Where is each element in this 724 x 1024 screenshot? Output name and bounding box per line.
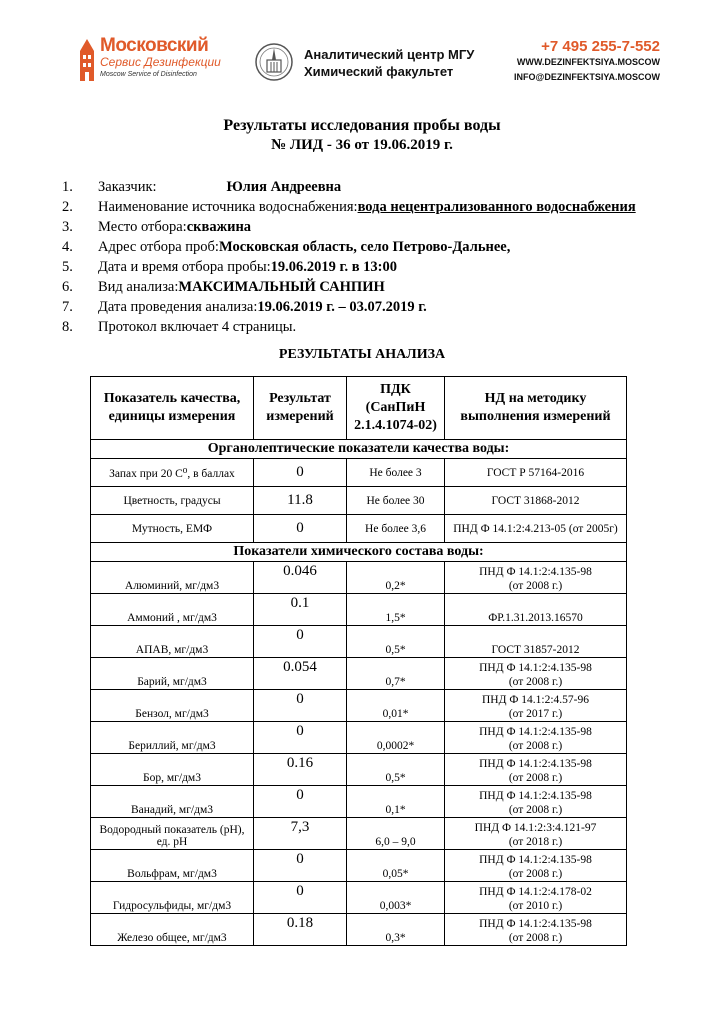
table-row: [91, 850, 627, 882]
method-doc: [445, 722, 627, 754]
result-value: 0: [254, 515, 347, 543]
info-num: 6.: [62, 279, 73, 295]
indicator-name: Вольфрам, мг/дм3: [91, 850, 254, 882]
method-doc: [445, 594, 627, 626]
info-label: Дата и время отбора пробы:: [98, 259, 271, 275]
method-doc-date: (от 2008 г.): [508, 932, 563, 944]
logo-tagline: Moscow Service of Disinfection: [100, 71, 197, 78]
info-num: 7.: [62, 299, 73, 315]
website: WWW.DEZINFEKTSIYA.MOSCOW: [516, 57, 660, 67]
method-doc: ГОСТ Р 57164-2016: [445, 459, 627, 487]
pdk-value: 0,003*: [347, 882, 445, 914]
table-row: [91, 754, 627, 786]
pdk-value: 0,5*: [347, 754, 445, 786]
pdk-value: Не более 3,6: [347, 515, 445, 543]
info-num: 1.: [62, 179, 73, 195]
info-item: [62, 177, 636, 197]
method-doc-code: ПНД Ф 14.1:2:4.135-98: [479, 726, 592, 738]
results-table: [90, 376, 627, 946]
result-value: 0: [254, 882, 347, 914]
water-source: вода нецентрализованного водоснабжения: [357, 199, 636, 215]
letterhead: [0, 0, 724, 100]
header-indicator: Показатель качества, единицы измерения: [91, 377, 254, 440]
section-chemical: Показатели химического состава воды:: [91, 543, 627, 562]
info-num: 2.: [62, 199, 73, 215]
results-heading: РЕЗУЛЬТАТЫ АНАЛИЗА: [278, 347, 446, 362]
section-organoleptic: Органолептические показатели качества воды:: [91, 440, 627, 459]
method-doc-code: ПНД Ф 14.1:2:4.135-98: [479, 662, 592, 674]
method-doc: [445, 562, 627, 594]
method-doc-code: ПНД Ф 14.1:2:3:4.121-97: [474, 822, 597, 834]
sampling-place: скважина: [186, 219, 252, 235]
method-doc-date: (от 2008 г.): [508, 772, 563, 784]
method-doc-date: (от 2008 г.): [508, 740, 563, 752]
lab-line-1: Аналитический центр МГУ: [304, 47, 475, 62]
method-doc-code: ГОСТ 31857-2012: [491, 644, 580, 656]
method-doc-code: ПНД Ф 14.1:2:4.178-02: [479, 886, 592, 898]
info-label: Заказчик:: [98, 179, 157, 195]
method-doc-code: ПНД Ф 14.1:2:4.135-98: [479, 790, 592, 802]
table-row: [91, 459, 627, 487]
logo-title: Московский: [100, 35, 209, 56]
result-value: 0: [254, 786, 347, 818]
pdk-value: 1,5*: [347, 594, 445, 626]
method-doc-code: ПНД Ф 14.1:2:4.135-98: [479, 566, 592, 578]
method-doc-code: ПНД Ф 14.1:2:4.135-98: [479, 918, 592, 930]
header-pdk: ПДК (СанПиН 2.1.4.1074-02): [347, 377, 445, 440]
method-doc: [445, 914, 627, 946]
method-doc: [445, 786, 627, 818]
info-num: 8.: [62, 319, 73, 335]
indicator-name: Бензол, мг/дм3: [91, 690, 254, 722]
pdk-value: 0,7*: [347, 658, 445, 690]
table-header-row: [91, 377, 627, 440]
method-doc-date: (от 2010 г.): [508, 900, 563, 912]
info-item: [62, 237, 636, 257]
msu-emblem-icon: [254, 40, 294, 84]
table-row: [91, 626, 627, 658]
method-doc: [445, 850, 627, 882]
result-value: 0: [254, 626, 347, 658]
table-row: [91, 658, 627, 690]
indicator-name: Аммоний , мг/дм3: [91, 594, 254, 626]
header-result: Результат измерений: [254, 377, 347, 440]
method-doc-date: (от 2008 г.): [508, 868, 563, 880]
result-value: 0: [254, 459, 347, 487]
info-item: [62, 317, 636, 337]
result-value: 0.1: [254, 594, 347, 626]
client-name: Юлия Андреевна: [226, 179, 342, 195]
indicator-name: Мутность, ЕМФ: [91, 515, 254, 543]
pdk-value: 6,0 – 9,0: [347, 818, 445, 850]
email: INFO@DEZINFEKTSIYA.MOSCOW: [514, 72, 660, 82]
document-number: № ЛИД - 36 от 19.06.2019 г.: [271, 137, 453, 153]
table-row: [91, 818, 627, 850]
method-doc: [445, 690, 627, 722]
company-logo: [76, 35, 226, 87]
header-nd: НД на методику выполнения измерений: [445, 377, 627, 440]
info-item: [62, 297, 636, 317]
indicator-name: Водородный показатель (рН), ед. рН: [91, 818, 254, 850]
table-row: [91, 515, 627, 543]
result-value: 0: [254, 690, 347, 722]
result-value: 11.8: [254, 487, 347, 515]
analysis-type: МАКСИМАЛЬНЫЙ САНПИН: [178, 279, 385, 295]
info-num: 3.: [62, 219, 73, 235]
result-value: 0.054: [254, 658, 347, 690]
logo-subtitle: Сервис Дезинфекции: [100, 55, 221, 69]
table-row: [91, 487, 627, 515]
sampling-address: Московская область, село Петрово-Дальнее,: [218, 239, 511, 255]
result-value: 0.046: [254, 562, 347, 594]
pdk-value: 0,01*: [347, 690, 445, 722]
pdk-value: 0,05*: [347, 850, 445, 882]
table-row: [91, 690, 627, 722]
pdk-value: Не более 3: [347, 459, 445, 487]
indicator-name: Ванадий, мг/дм3: [91, 786, 254, 818]
method-doc-date: (от 2008 г.): [508, 676, 563, 688]
info-item: [62, 217, 636, 237]
table-row: [91, 786, 627, 818]
sampling-datetime: 19.06.2019 г. в 13:00: [270, 259, 398, 275]
method-doc: [445, 658, 627, 690]
phone-number: +7 495 255-7-552: [541, 38, 660, 55]
indicator-name: Гидросульфиды, мг/дм3: [91, 882, 254, 914]
method-doc-date: (от 2008 г.): [508, 804, 563, 816]
indicator-name: Бериллий, мг/дм3: [91, 722, 254, 754]
section-row: [91, 440, 627, 459]
method-doc: [445, 818, 627, 850]
contacts: [514, 38, 660, 85]
pdk-value: 0,2*: [347, 562, 445, 594]
result-value: 7,3: [254, 818, 347, 850]
analysis-dates: 19.06.2019 г. – 03.07.2019 г.: [257, 299, 427, 315]
method-doc-date: (от 2008 г.): [508, 580, 563, 592]
chemical-rows: [91, 562, 627, 946]
method-doc-date: (от 2017 г.): [508, 708, 563, 720]
method-doc: [445, 882, 627, 914]
document-title: Результаты исследования пробы воды: [223, 117, 501, 134]
pdk-value: Не более 30: [347, 487, 445, 515]
method-doc-code: ФР.1.31.2013.16570: [488, 612, 583, 624]
method-doc-code: ПНД Ф 14.1:2:4.135-98: [479, 758, 592, 770]
method-doc: ГОСТ 31868-2012: [445, 487, 627, 515]
pdk-value: 0,5*: [347, 626, 445, 658]
indicator-name: Барий, мг/дм3: [91, 658, 254, 690]
info-label: Наименование источника водоснабжения:: [98, 199, 358, 215]
info-label: Место отбора:: [98, 219, 187, 235]
info-label: Протокол включает 4 страницы.: [98, 319, 297, 335]
indicator-name: Железо общее, мг/дм3: [91, 914, 254, 946]
method-doc: [445, 626, 627, 658]
table-row: [91, 722, 627, 754]
info-label: Вид анализа:: [98, 279, 179, 295]
table-row: [91, 914, 627, 946]
info-label: Адрес отбора проб:: [98, 239, 219, 255]
info-item: [62, 257, 636, 277]
method-doc-code: ПНД Ф 14.1:2:4.135-98: [479, 854, 592, 866]
table-row: [91, 882, 627, 914]
result-value: 0.16: [254, 754, 347, 786]
result-value: 0: [254, 850, 347, 882]
indicator-name: Алюминий, мг/дм3: [91, 562, 254, 594]
indicator-name: Запах при 20 С⁰, в баллах: [91, 459, 254, 487]
pdk-value: 0,1*: [347, 786, 445, 818]
info-item: [62, 277, 636, 297]
indicator-name: АПАВ, мг/дм3: [91, 626, 254, 658]
pdk-value: 0,3*: [347, 914, 445, 946]
lab-line-2: Химический факультет: [304, 64, 454, 79]
building-logo-icon: [76, 37, 98, 81]
info-num: 4.: [62, 239, 73, 255]
info-num: 5.: [62, 259, 73, 275]
indicator-name: Бор, мг/дм3: [91, 754, 254, 786]
table-row: [91, 562, 627, 594]
indicator-name: Цветность, градусы: [91, 487, 254, 515]
lab-name: [304, 46, 474, 80]
method-doc: ПНД Ф 14.1:2:4.213-05 (от 2005г): [445, 515, 627, 543]
info-item: [62, 197, 636, 217]
info-label: Дата проведения анализа:: [98, 299, 258, 315]
method-doc-date: (от 2018 г.): [508, 836, 563, 848]
organoleptic-rows: [91, 459, 627, 543]
result-value: 0: [254, 722, 347, 754]
section-row: [91, 543, 627, 562]
pdk-value: 0,0002*: [347, 722, 445, 754]
method-doc-code: ПНД Ф 14.1:2:4.57-96: [481, 694, 589, 706]
result-value: 0.18: [254, 914, 347, 946]
table-row: [91, 594, 627, 626]
info-list: [62, 177, 636, 337]
method-doc: [445, 754, 627, 786]
